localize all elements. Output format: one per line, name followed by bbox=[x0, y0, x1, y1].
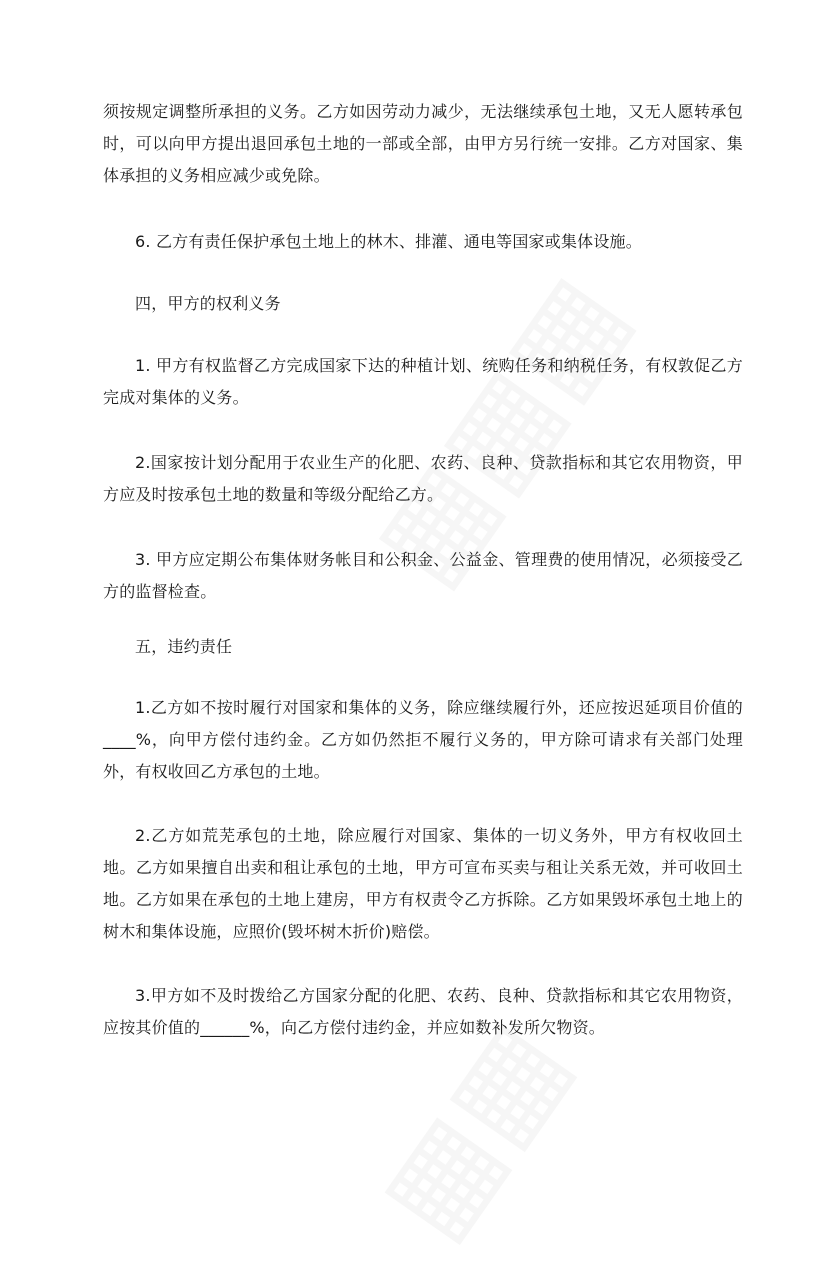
paragraph-section4-item-2: 2.国家按计划分配用于农业生产的化肥、农药、良种、贷款指标和其它农用物资，甲方应及时按承包土地的数量和等级分配给乙方。 bbox=[103, 453, 743, 504]
paragraph-section4-item-3: 3. 甲方应定期公布集体财务帐目和公积金、公益金、管理费的使用情况，必须接受乙方的监督检查。 bbox=[103, 550, 743, 601]
paragraph-section5-item-3: 3.甲方如不及时拨给乙方国家分配的化肥、农药、良种、贷款指标和其它农用物资，应按其价值的______%，向乙方偿付违约金，并应如数补发所欠物资。 bbox=[103, 986, 743, 1037]
section-heading-5: 五，违约责任 bbox=[135, 637, 233, 656]
paragraph-section5-item-2: 2.乙方如荒芜承包的土地，除应履行对国家、集体的一切义务外，甲方有权收回土地。乙方如果擅自出卖和租让承包的土地，甲方可宣布买卖与租让关系无效，并可收回土地。乙方如果在承包的土地上建房，甲方有权责令乙方拆除。乙方如果毁坏承包土地上的树木和集体设施，应照价(毁坏树木折价)赔偿。 bbox=[103, 826, 743, 941]
paragraph-section5-item-1: 1.乙方如不按时履行对国家和集体的义务，除应继续履行外，还应按迟延项目价值的____%，向甲方偿付违约金。乙方如仍然拒不履行义务的，甲方除可请求有关部门处理外，有权收回乙方承包的土地。 bbox=[103, 698, 743, 781]
paragraph-item-6: 6. 乙方有责任保护承包土地上的林木、排灌、通电等国家或集体设施。 bbox=[135, 232, 642, 251]
paragraph-continuation: 须按规定调整所承担的义务。乙方如因劳动力减少，无法继续承包土地，又无人愿转承包时，可以向甲方提出退回承包土地的一部或全部，由甲方另行统一安排。乙方对国家、集体承担的义务相应减少或免除。 bbox=[103, 102, 743, 185]
section-heading-4: 四，甲方的权利义务 bbox=[135, 294, 281, 313]
paragraph-section4-item-1: 1. 甲方有权监督乙方完成国家下达的种植计划、统购任务和纳税任务，有权敦促乙方完成对集体的义务。 bbox=[103, 356, 743, 407]
